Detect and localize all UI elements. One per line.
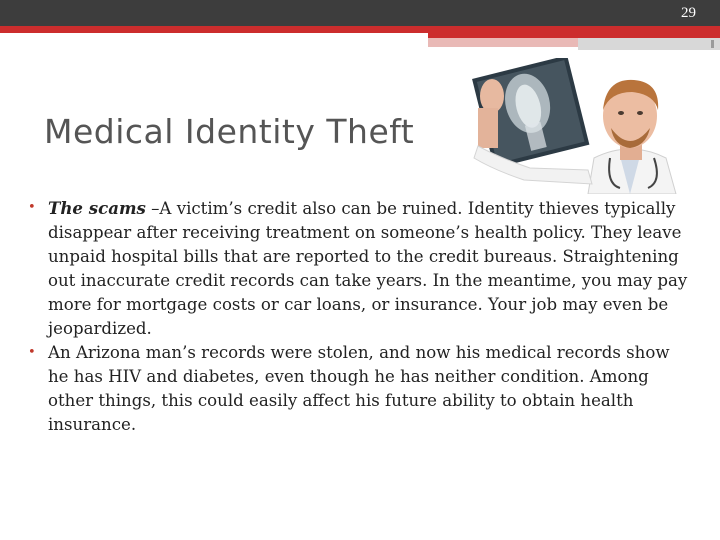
bullet-text: –A victim’s credit also can be ruined. Identity thieves typically disappear after receiving treatment on someone’s health policy. They leave unpaid hospital bills that are reported to the credit bureaus. Straightening out inaccurate credit records can take years. In the meantime, you may pay more for mortgage costs or car loans, or insurance. Your job may even be jeopardized.: [48, 199, 688, 338]
slide-number: 29: [681, 5, 696, 21]
header-accent-line: [0, 26, 720, 33]
bullet-item: [28, 196, 688, 341]
bullet-dot-icon: •: [28, 345, 36, 360]
bullet-item: [28, 341, 688, 437]
slide-content: [28, 196, 688, 437]
header-bar: [0, 0, 720, 26]
bullet-text: An Arizona man’s records were stolen, and now his medical records show he has HIV and diabetes, even though he has neither condition. Among other things, this could easily affect his future ability to obtain health insurance.: [48, 343, 670, 434]
slide-title: Medical Identity Theft: [44, 112, 415, 151]
header-gray-bar: [578, 38, 720, 50]
bullet-label: The scams: [48, 198, 146, 218]
header-pink-segment: [428, 38, 578, 47]
bullet-dot-icon: •: [28, 200, 36, 215]
doctor-xray-photo: [470, 58, 685, 194]
